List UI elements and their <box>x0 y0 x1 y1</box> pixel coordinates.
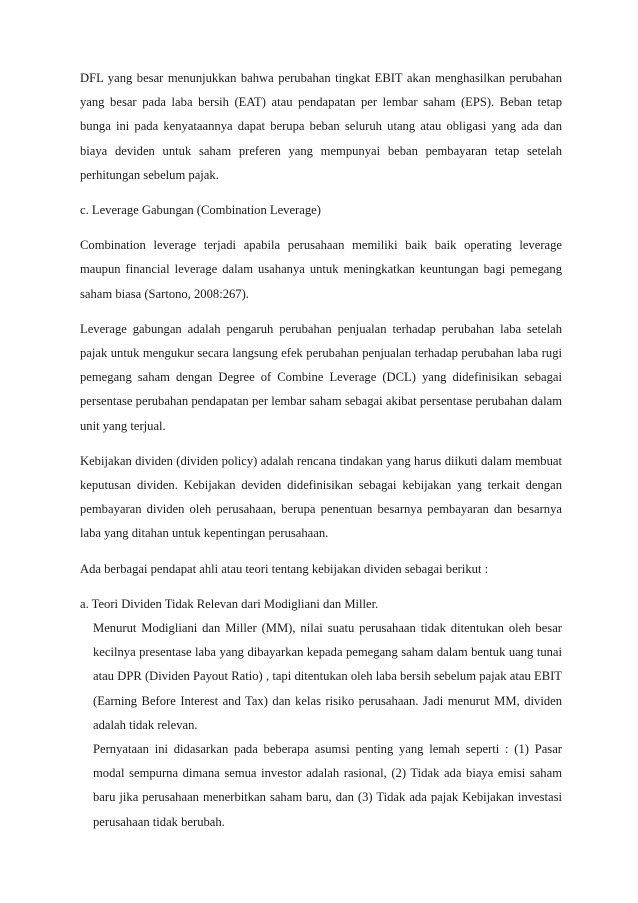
paragraph-combination-leverage: Combination leverage terjadi apabila perusahaan memiliki baik baik operating leverage maupun financial leverage dalam usahanya untuk meningkatkan keuntungan bagi pemegang saham biasa (Sartono, 2008:267). <box>80 238 562 301</box>
paragraph-pernyataan-asumsi: Pernyataan ini didasarkan pada beberapa asumsi penting yang lemah seperti : (1) Pasar modal sempurna dimana semua investor adalah rasional, (2) Tidak ada biaya emisi saham baru jika perusahaan menerbitkan saham baru, dan (3) Tidak ada pajak Kebijakan investasi perusahaan tidak berubah. <box>93 742 562 829</box>
heading-leverage-gabungan: c. Leverage Gabungan (Combination Leverage) <box>80 203 321 218</box>
paragraph-menurut-mm: Menurut Modigliani dan Miller (MM), nilai suatu perusahaan tidak ditentukan oleh besar kecilnya presentase laba yang dibayarkan kepada pemegang saham dalam bentuk uang tunai atau DPR (Dividen Payout Ratio) , tapi ditentukan oleh laba bersih sebelum pajak atau EBIT (Earning Before Interest and Tax) dan kelas risiko perusahaan. Jadi menurut MM, dividen adalah tidak relevan. <box>93 621 562 732</box>
paragraph-dfl: DFL yang besar menunjukkan bahwa perubahan tingkat EBIT akan menghasilkan perubahan yang besar pada laba bersih (EAT) atau pendapatan per lembar saham (EPS). Beban tetap bunga ini pada kenyataannya dapat berupa beban seluruh utang atau obligasi yang ada dan biaya deviden untuk saham preferen yang mempunyai beban pembayaran tetap setelah perhitungan sebelum pajak. <box>80 71 562 182</box>
heading-teori-dividen: a. Teori Dividen Tidak Relevan dari Modigliani dan Miller. <box>80 596 379 611</box>
paragraph-pendapat-ahli: Ada berbagai pendapat ahli atau teori tentang kebijakan dividen sebagai berikut : <box>80 561 489 576</box>
document-page <box>80 66 562 834</box>
paragraph-leverage-gabungan: Leverage gabungan adalah pengaruh perubahan penjualan terhadap perubahan laba setelah pajak untuk mengukur secara langsung efek perubahan penjualan terhadap perubahan laba rugi pemegang saham dengan Degree of Combine Leverage (DCL) yang didefinisikan sebagai persentase perubahan pendapatan per lembar saham sebagai akibat persentase perubahan dalam unit yang terjual. <box>80 321 562 433</box>
paragraph-kebijakan-dividen: Kebijakan dividen (dividen policy) adalah rencana tindakan yang harus diikuti dalam membuat keputusan dividen. Kebijakan deviden didefinisikan sebagai kebijakan yang terkait dengan pembayaran dividen oleh perusahaan, berupa penentuan besarnya pembayaran dan besarnya laba yang ditahan untuk kepentingan perusahaan. <box>80 453 562 541</box>
